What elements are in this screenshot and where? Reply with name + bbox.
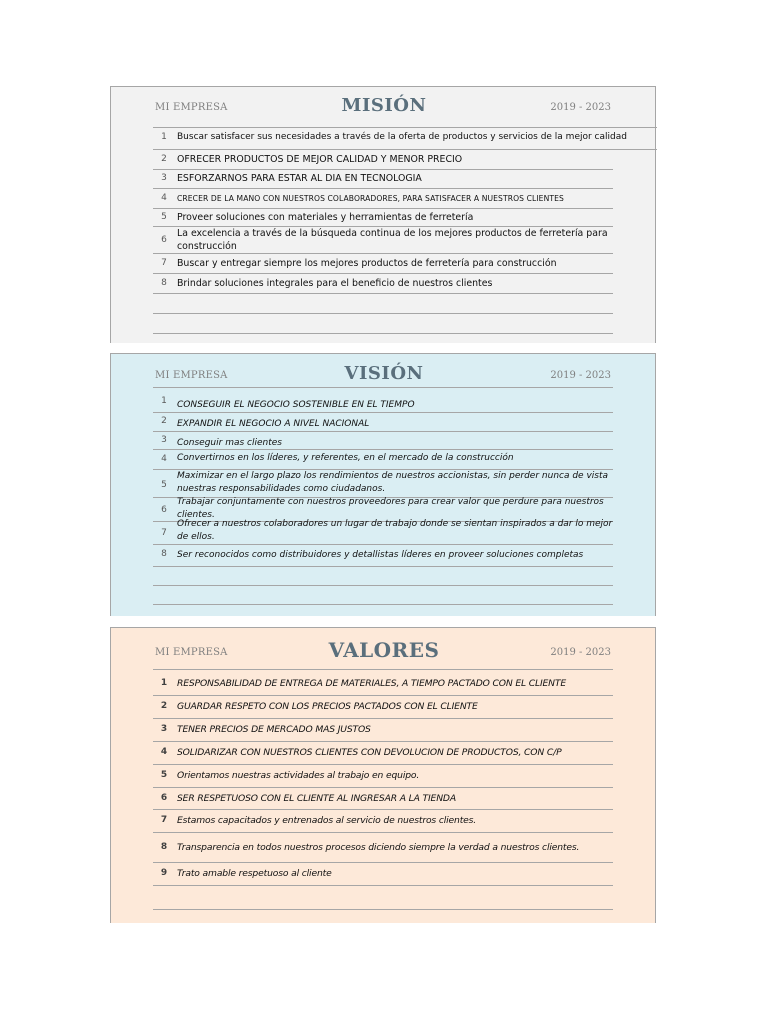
item-number: 2 xyxy=(160,701,168,711)
list-item xyxy=(153,189,613,209)
list-item xyxy=(153,719,613,742)
item-text: CRECER DE LA MANO CON NUESTROS COLABORADORES, PARA SATISFACER A NUESTROS CLIENTES xyxy=(177,194,564,203)
vision-header xyxy=(111,354,657,394)
item-text: Proveer soluciones con materiales y herramientas de ferretería xyxy=(177,212,474,223)
company-label: MI EMPRESA xyxy=(155,102,228,113)
list-item xyxy=(153,209,613,227)
list-item xyxy=(153,765,613,788)
list-item xyxy=(153,545,613,567)
item-number: 6 xyxy=(161,505,167,515)
item-text: GUARDAR RESPETO CON LOS PRECIOS PACTADOS CON EL CLIENTE xyxy=(177,701,478,712)
item-text: ESFORZARNOS PARA ESTAR AL DIA EN TECNOLOGIA xyxy=(177,173,422,184)
list-item xyxy=(153,392,613,413)
item-number: 4 xyxy=(161,193,167,203)
divider xyxy=(153,669,613,670)
item-text: SOLIDARIZAR CON NUESTROS CLIENTES CON DEVOLUCION DE PRODUCTOS, CON C/P xyxy=(177,747,562,758)
item-number: 3 xyxy=(161,173,167,183)
item-number: 5 xyxy=(161,480,167,490)
list-item xyxy=(153,788,613,810)
list-item xyxy=(153,470,613,498)
mision-panel xyxy=(110,86,656,343)
item-text: Trato amable respetuoso al cliente xyxy=(177,868,332,879)
years-label: 2019 - 2023 xyxy=(550,647,611,658)
list-item xyxy=(153,863,613,886)
valores-header xyxy=(111,628,657,668)
item-number: 9 xyxy=(160,868,168,878)
item-number: 3 xyxy=(160,724,168,734)
list-item xyxy=(153,450,613,470)
item-number: 7 xyxy=(161,258,167,268)
item-text: Conseguir mas clientes xyxy=(177,438,282,448)
list-item xyxy=(153,254,613,274)
item-number: 6 xyxy=(161,235,167,245)
empty-row xyxy=(153,567,613,586)
item-text: CONSEGUIR EL NEGOCIO SOSTENIBLE EN EL TIEMPO xyxy=(177,400,415,410)
list-item xyxy=(153,696,613,719)
item-number: 1 xyxy=(160,678,168,688)
company-label: MI EMPRESA xyxy=(155,370,228,381)
item-number: 8 xyxy=(161,549,167,559)
item-text: Brindar soluciones integrales para el beneficio de nuestros clientes xyxy=(177,278,493,289)
list-item xyxy=(153,150,613,170)
item-number: 3 xyxy=(161,435,167,445)
item-number: 2 xyxy=(161,416,167,426)
list-item xyxy=(153,413,613,432)
empty-row xyxy=(153,294,613,314)
item-number: 8 xyxy=(160,842,168,852)
empty-row xyxy=(153,586,613,605)
item-text: La excelencia a través de la búsqueda continua de los mejores productos de ferretería para construcción xyxy=(177,228,608,252)
list-item xyxy=(153,742,613,765)
item-text: Estamos capacitados y entrenados al servicio de nuestros clientes. xyxy=(177,815,477,826)
list-item xyxy=(153,810,613,833)
item-text: Maximizar en el largo plazo los rendimientos de nuestros accionistas, sin perder nunca de vista nuestras responsabilidades como ciudadanos. xyxy=(177,471,609,494)
valores-panel xyxy=(110,627,656,923)
list-item xyxy=(153,432,613,450)
item-text: Buscar satisfacer sus necesidades a través de la oferta de productos y servicios de la mejor calidad xyxy=(177,132,627,142)
item-number: 4 xyxy=(161,454,167,464)
item-number: 2 xyxy=(161,154,167,164)
list-item xyxy=(153,671,613,696)
item-text: TENER PRECIOS DE MERCADO MAS JUSTOS xyxy=(177,724,371,735)
item-number: 8 xyxy=(161,278,167,288)
mision-header xyxy=(111,87,657,127)
item-text: EXPANDIR EL NEGOCIO A NIVEL NACIONAL xyxy=(177,419,370,429)
list-item xyxy=(153,227,613,254)
list-item xyxy=(153,128,657,150)
item-number: 6 xyxy=(160,793,168,803)
mision-title: MISIÓN xyxy=(341,95,427,116)
item-text: Convertirnos en los líderes, y referentes, en el mercado de la construcción xyxy=(177,453,514,463)
empty-row xyxy=(153,886,613,910)
divider xyxy=(153,387,613,388)
item-text: Ofrecer a nuestros colaboradores un lugar de trabajo donde se sientan inspirados a dar lo mejor de ellos. xyxy=(177,519,613,542)
item-number: 7 xyxy=(161,528,167,538)
item-text: SER RESPETUOSO CON EL CLIENTE AL INGRESAR A LA TIENDA xyxy=(177,793,456,804)
item-text: Orientamos nuestras actividades al trabajo en equipo. xyxy=(177,770,420,781)
years-label: 2019 - 2023 xyxy=(550,102,611,113)
item-number: 1 xyxy=(161,132,167,142)
vision-panel xyxy=(110,353,656,616)
item-number: 5 xyxy=(161,212,167,222)
list-item xyxy=(153,833,613,863)
list-item xyxy=(153,170,613,189)
vision-title: VISIÓN xyxy=(344,363,424,384)
list-item xyxy=(153,274,613,294)
valores-title: VALORES xyxy=(328,638,440,662)
item-text: Buscar y entregar siempre los mejores productos de ferretería para construcción xyxy=(177,258,557,269)
item-number: 1 xyxy=(161,396,167,406)
item-text: OFRECER PRODUCTOS DE MEJOR CALIDAD Y MENOR PRECIO xyxy=(177,154,463,165)
item-text: Trabajar conjuntamente con nuestros proveedores para crear valor que perdure para nuestros clientes. xyxy=(177,497,604,520)
item-number: 7 xyxy=(160,815,168,825)
empty-row xyxy=(153,314,613,334)
item-text: Ser reconocidos como distribuidores y detallistas líderes en proveer soluciones completas xyxy=(177,550,584,560)
item-text: RESPONSABILIDAD DE ENTREGA DE MATERIALES, A TIEMPO PACTADO CON EL CLIENTE xyxy=(177,678,567,689)
item-number: 4 xyxy=(160,747,168,757)
item-text: Transparencia en todos nuestros procesos diciendo siempre la verdad a nuestros clientes. xyxy=(177,842,580,853)
item-number: 5 xyxy=(160,770,168,780)
company-label: MI EMPRESA xyxy=(155,647,228,658)
list-item xyxy=(153,519,613,545)
years-label: 2019 - 2023 xyxy=(550,370,611,381)
